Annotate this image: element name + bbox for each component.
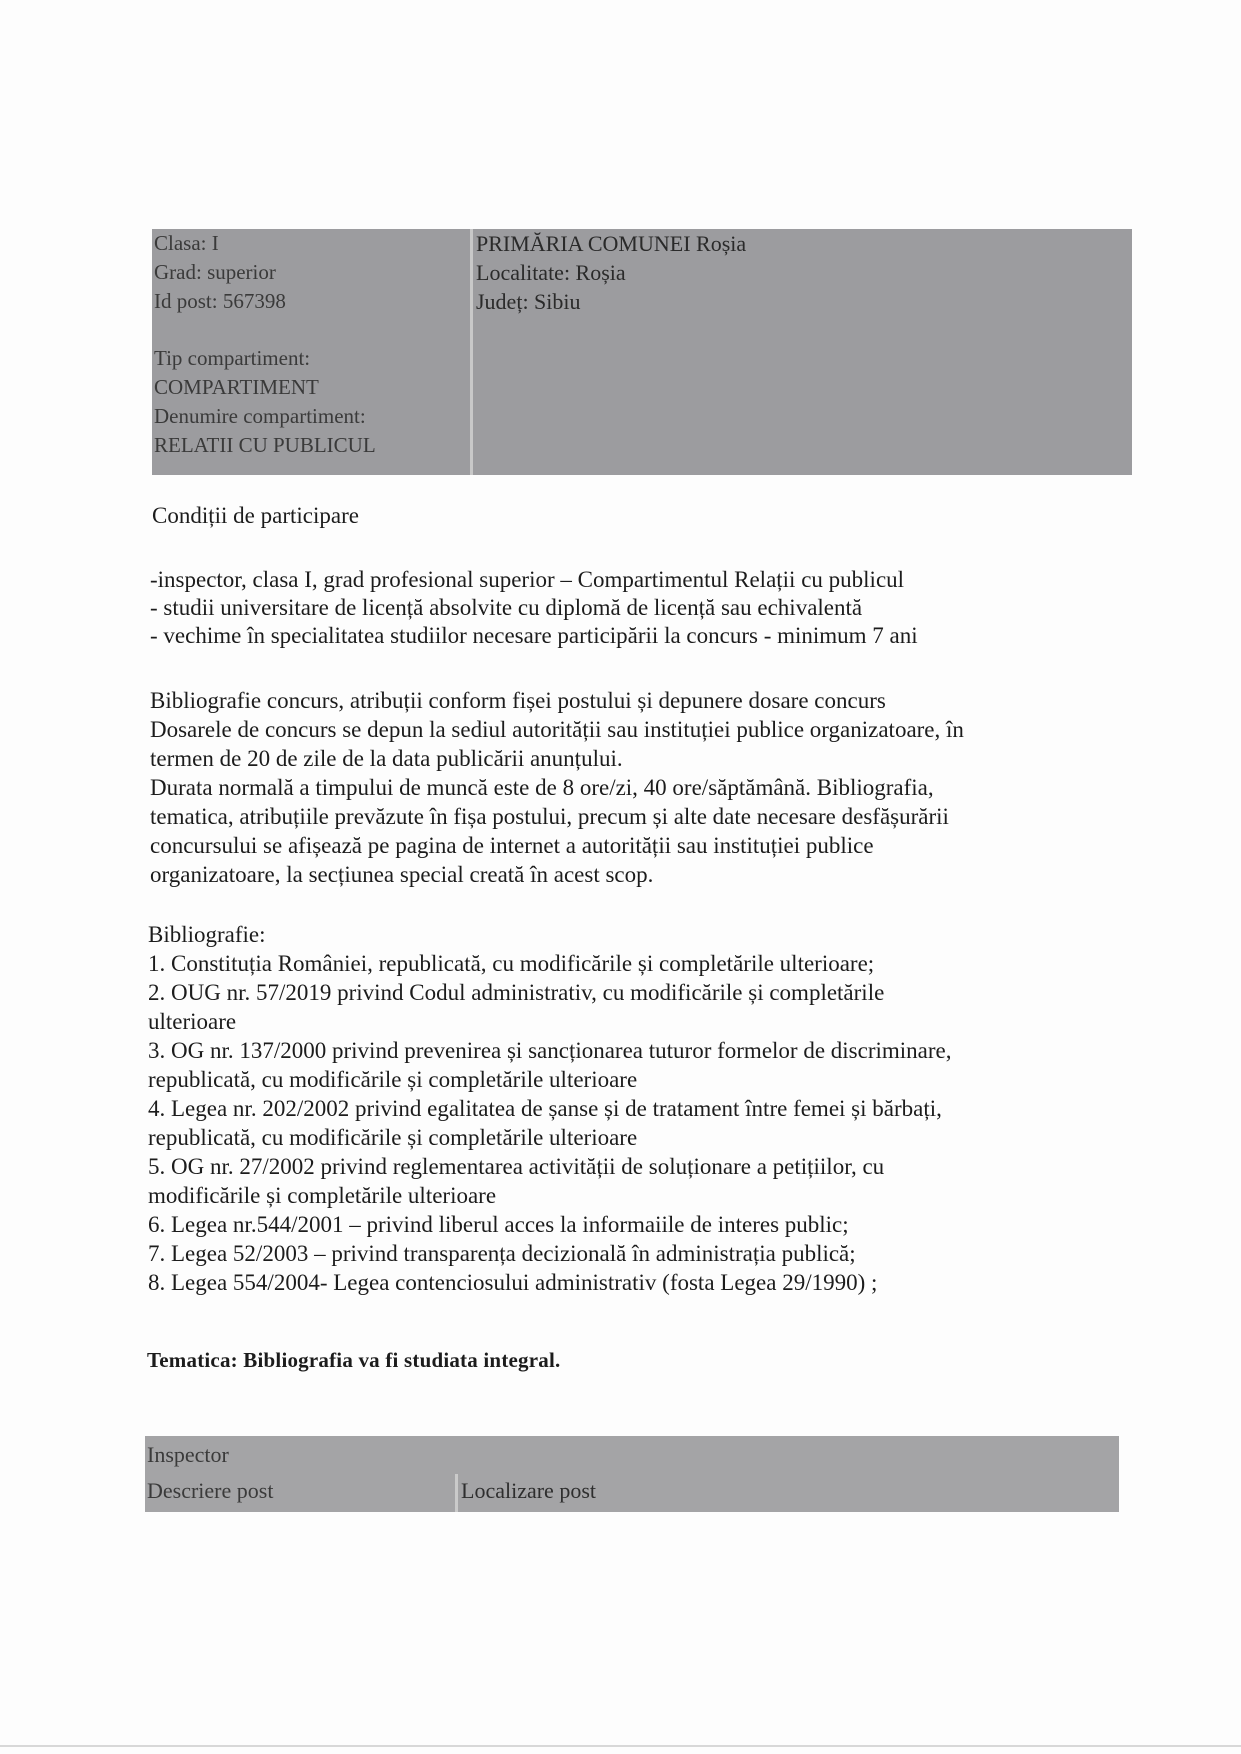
info-line: termen de 20 de zile de la data publicării anunțului.	[150, 746, 623, 771]
bibliography-line: 1. Constituția României, republicată, cu modificările și completările ulterioare;	[148, 951, 875, 976]
info-line: Dosarele de concurs se depun la sediul autorității sau instituției publice organizatoare, în	[150, 717, 964, 742]
bibliography-title: Bibliografie:	[148, 922, 266, 947]
post-location-label: Localizare post	[461, 1478, 596, 1503]
bibliography-line: 4. Legea nr. 202/2002 privind egalitatea de șanse și de tratament între femei și bărbați,	[148, 1096, 942, 1121]
condition-line: - studii universitare de licență absolvite cu diplomă de licență sau echivalentă	[150, 595, 863, 620]
denumire-compartiment-label: Denumire compartiment:	[154, 404, 366, 428]
footer-column-divider	[455, 1474, 458, 1512]
info-line: organizatoare, la secțiunea special creată în acest scop.	[150, 862, 654, 887]
id-post-text: Id post: 567398	[154, 289, 286, 313]
bibliography-line: 6. Legea nr.544/2001 – privind liberul acces la informaiile de interes public;	[148, 1212, 849, 1237]
institution-name: PRIMĂRIA COMUNEI Roșia	[476, 231, 747, 256]
conditions-list	[150, 566, 1140, 650]
condition-line: -inspector, clasa I, grad profesional superior – Compartimentul Relații cu publicul	[150, 567, 905, 592]
info-line: tematica, atribuțiile prevăzute în fișa postului, precum și alte date necesare desfășurării	[150, 804, 949, 829]
page-bottom-edge	[0, 1745, 1241, 1747]
bibliography-line: 7. Legea 52/2003 – privind transparența decizională în administrația publică;	[148, 1241, 856, 1266]
bibliography-line: 8. Legea 554/2004- Legea contenciosului administrativ (fosta Legea 29/1990) ;	[148, 1270, 878, 1295]
locality-text: Localitate: Roșia	[476, 260, 626, 285]
info-line: Bibliografie concurs, atribuții conform fișei postului și depunere dosare concurs	[150, 688, 886, 713]
bibliography-line: 2. OUG nr. 57/2019 privind Codul administrativ, cu modificările și completările	[148, 980, 885, 1005]
bibliography-line: republicată, cu modificările și completările ulterioare	[148, 1067, 638, 1092]
header-column-divider	[470, 229, 473, 475]
grad-text: Grad: superior	[154, 260, 276, 284]
bibliography-section	[148, 920, 1148, 1297]
post-details-cell	[154, 229, 470, 475]
bibliography-line: 5. OG nr. 27/2002 privind reglementarea activității de soluționare a petițiilor, cu	[148, 1154, 885, 1179]
post-header-table	[152, 229, 1132, 475]
tematica-text: Tematica: Bibliografia va fi studiata integral.	[147, 1348, 561, 1372]
clasa-text: Clasa: I	[154, 231, 219, 255]
conditions-title: Condiții de participare	[152, 503, 359, 528]
info-line: concursului se afișează pe pagina de internet a autorității sau instituției publice	[150, 833, 874, 858]
tip-compartiment-value: COMPARTIMENT	[154, 375, 319, 399]
bibliography-line: republicată, cu modificările și completările ulterioare	[148, 1125, 638, 1150]
condition-line: - vechime în specialitatea studiilor necesare participării la concurs - minimum 7 ani	[150, 623, 918, 648]
post-function-text: Inspector	[147, 1442, 229, 1467]
bibliography-line: modificările și completările ulterioare	[148, 1183, 497, 1208]
info-line: Durata normală a timpului de muncă este de 8 ore/zi, 40 ore/săptămână. Bibliografia,	[150, 775, 934, 800]
denumire-compartiment-value: RELATII CU PUBLICUL	[154, 433, 376, 457]
county-text: Județ: Sibiu	[476, 289, 581, 314]
bibliography-line: 3. OG nr. 137/2000 privind prevenirea și sancționarea tuturor formelor de discriminare,	[148, 1038, 952, 1063]
institution-cell	[476, 229, 1132, 475]
contest-info-paragraph	[150, 686, 1140, 889]
bibliography-line: ulterioare	[148, 1009, 237, 1034]
tip-compartiment-label: Tip compartiment:	[154, 346, 311, 370]
post-footer-table	[145, 1436, 1119, 1512]
post-description-label: Descriere post	[147, 1478, 274, 1503]
